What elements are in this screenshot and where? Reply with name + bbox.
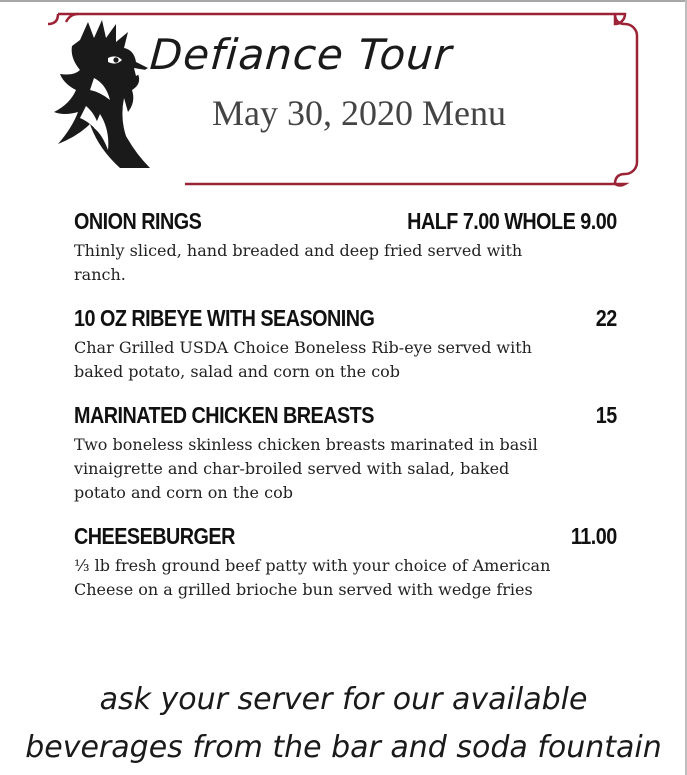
rooster-icon bbox=[50, 18, 160, 170]
item-description: Char Grilled USDA Choice Boneless Rib-eye served with baked potato, salad and corn on the cob bbox=[74, 338, 532, 381]
item-name: MARINATED CHICKEN BREASTS bbox=[74, 402, 374, 428]
menu-item-onion-rings bbox=[74, 208, 618, 287]
item-description: Thinly sliced, hand breaded and deep fried served with ranch. bbox=[74, 241, 523, 284]
item-price: HALF 7.00 WHOLE 9.00 bbox=[407, 208, 617, 234]
item-price: 15 bbox=[595, 402, 617, 428]
item-name: CHEESEBURGER bbox=[74, 523, 235, 549]
item-name: ONION RINGS bbox=[74, 208, 202, 234]
menu-item-ribeye bbox=[74, 305, 618, 384]
menu-list bbox=[74, 208, 618, 620]
menu-item-chicken-breasts bbox=[74, 402, 618, 505]
menu-title: Defiance Tour bbox=[148, 30, 455, 79]
beverage-note bbox=[0, 676, 687, 772]
item-price: 22 bbox=[595, 305, 617, 331]
item-description: ⅓ lb fresh ground beef patty with your choice of American Cheese on a grilled brioche bun served with wedge fries bbox=[74, 556, 551, 599]
menu-date-subtitle: May 30, 2020 Menu bbox=[212, 93, 506, 133]
item-description: Two boneless skinless chicken breasts marinated in basil vinaigrette and char-broiled served with salad, baked potato and corn on the cob bbox=[74, 435, 538, 502]
item-name: 10 OZ RIBEYE WITH SEASONING bbox=[74, 305, 375, 331]
beverage-note-line-1: ask your server for our available bbox=[99, 682, 588, 717]
item-price: 11.00 bbox=[570, 523, 617, 549]
menu-item-cheeseburger bbox=[74, 523, 618, 602]
beverage-note-line-2: beverages from the bar and soda fountain bbox=[25, 730, 662, 765]
